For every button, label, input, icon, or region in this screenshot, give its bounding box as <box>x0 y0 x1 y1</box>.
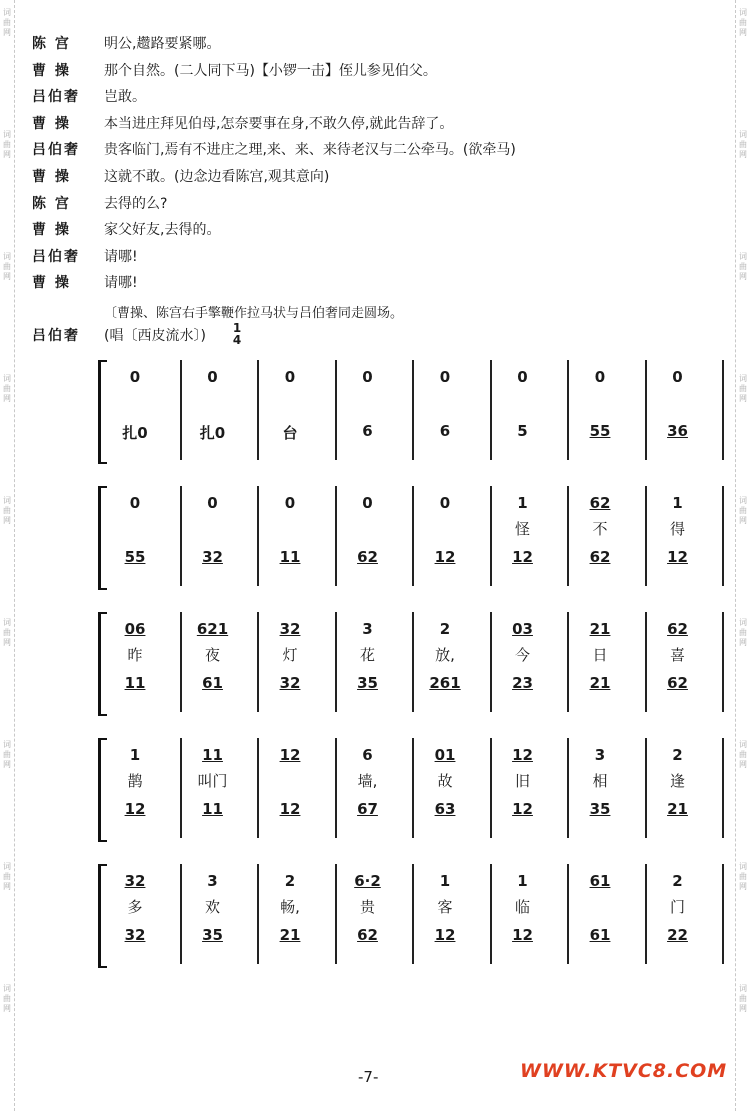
speaker-name: 曹 操 <box>32 169 71 185</box>
barline <box>722 486 724 586</box>
accompaniment-note: 62 <box>589 548 611 566</box>
accompaniment-note: 55 <box>124 548 146 566</box>
vocal-note: 62 <box>589 494 611 512</box>
watermark-text: 词曲网 <box>3 984 11 1013</box>
dialogue-text: 本当进庄拜见伯母,怎奈要事在身,不敢久停,就此告辞了。 <box>104 115 454 132</box>
vocal-note: 0 <box>129 494 141 512</box>
page-number: -7- <box>358 1068 379 1086</box>
lyric: 相 <box>592 772 608 790</box>
accompaniment-note: 12 <box>434 548 456 566</box>
watermark-text: 词曲网 <box>739 252 747 281</box>
accompaniment-note: 32 <box>124 926 146 944</box>
watermark-text: 词曲网 <box>3 374 11 403</box>
accompaniment-note: 11 <box>202 800 223 818</box>
accompaniment-note: 6 <box>439 422 451 440</box>
barline <box>722 612 724 712</box>
watermark-text: 词曲网 <box>3 618 11 647</box>
vocal-note: 6 <box>362 746 373 764</box>
vocal-note: 3 <box>594 746 606 764</box>
score-system <box>104 860 722 970</box>
vocal-note: 3 <box>362 620 373 638</box>
watermark-text: 词曲网 <box>739 374 747 403</box>
lyric: 喜 <box>669 646 685 664</box>
lyric: 得 <box>669 520 685 538</box>
vocal-note: 6·2 <box>354 872 381 890</box>
site-url: WWW.KTVC8.COM <box>520 1060 728 1082</box>
time-signature: 1 4 <box>232 321 242 347</box>
watermark-text: 词曲网 <box>739 130 747 159</box>
vocal-note: 0 <box>207 368 218 386</box>
vocal-note: 0 <box>129 368 141 386</box>
vocal-note: 3 <box>207 872 218 890</box>
lyric: 昨 <box>127 646 143 664</box>
vocal-note: 32 <box>279 620 301 638</box>
accompaniment-note: 35 <box>202 926 223 944</box>
lyric: 叫门 <box>197 772 228 790</box>
left-margin-strip <box>0 0 15 1111</box>
barline <box>722 864 724 964</box>
vocal-note: 1 <box>672 494 683 512</box>
accompaniment-note: 台 <box>282 424 298 442</box>
right-margin-strip <box>735 0 750 1111</box>
accompaniment-note: 32 <box>279 674 301 692</box>
vocal-note: 0 <box>439 494 451 512</box>
dialogue-text: 贵客临门,焉有不进庄之理,来、来、来待老汉与二公牵马。(欲牵马) <box>104 142 516 159</box>
vocal-note: 61 <box>589 872 611 890</box>
accompaniment-note: 扎0 <box>199 424 226 442</box>
accompaniment-note: 12 <box>667 548 688 566</box>
accompaniment-note: 12 <box>512 800 533 818</box>
accompaniment-note: 36 <box>667 422 688 440</box>
accompaniment-note: 12 <box>434 926 456 944</box>
speaker-name: 曹 操 <box>32 275 71 292</box>
speaker-name: 曹 操 <box>32 222 71 239</box>
lyric: 旧 <box>514 772 530 790</box>
lyric: 夜 <box>204 646 220 664</box>
accompaniment-note: 62 <box>667 674 688 692</box>
accompaniment-note: 55 <box>589 422 611 440</box>
accompaniment-note: 35 <box>589 800 611 818</box>
vocal-note: 62 <box>667 620 688 638</box>
stage-direction: 〔曹操、陈宫右手擎鞭作拉马状与吕伯奢同走圆场。 <box>104 306 404 321</box>
vocal-note: 621 <box>196 620 229 638</box>
accompaniment-note: 5 <box>517 422 528 440</box>
vocal-note: 06 <box>124 620 146 638</box>
lyric: 鹊 <box>127 772 143 790</box>
speaker-name: 陈 宫 <box>32 195 71 212</box>
vocal-note: 12 <box>279 746 301 764</box>
vocal-note: 21 <box>589 620 611 638</box>
accompaniment-note: 21 <box>667 800 688 818</box>
watermark-text: 词曲网 <box>3 252 11 281</box>
vocal-note: 1 <box>517 494 528 512</box>
dialogue-text: 那个自然。(二人同下马)【小锣一击】侄儿参见伯父。 <box>104 62 437 79</box>
lyric: 不 <box>592 520 608 538</box>
accompaniment-note: 62 <box>357 926 378 944</box>
accompaniment-note: 23 <box>512 674 533 692</box>
speaker-name: 曹 操 <box>32 115 71 132</box>
dialogue-text: 请哪! <box>104 275 138 292</box>
vocal-note: 0 <box>517 368 528 386</box>
vocal-note: 01 <box>434 746 456 764</box>
accompaniment-note: 61 <box>589 926 611 944</box>
watermark-text: 词曲网 <box>739 740 747 769</box>
watermark-text: 词曲网 <box>3 496 11 525</box>
lyric: 逢 <box>669 772 685 790</box>
accompaniment-note: 12 <box>124 800 146 818</box>
vocal-note: 1 <box>517 872 528 890</box>
accompaniment-note: 22 <box>667 926 688 944</box>
vocal-note: 0 <box>284 368 296 386</box>
vocal-note: 0 <box>439 368 451 386</box>
speaker-name: 吕伯奢 <box>32 89 80 106</box>
lyric: 门 <box>669 898 685 916</box>
lyric: 放, <box>435 646 455 664</box>
vocal-note: 0 <box>362 368 373 386</box>
accompaniment-note: 扎0 <box>122 424 148 442</box>
vocal-note: 2 <box>439 620 451 638</box>
watermark-text: 词曲网 <box>3 862 11 891</box>
lyric: 今 <box>514 646 530 664</box>
watermark-text: 词曲网 <box>739 496 747 525</box>
accompaniment-note: 67 <box>357 800 378 818</box>
lyric: 日 <box>592 646 608 664</box>
vocal-note: 0 <box>594 368 606 386</box>
watermark-text: 词曲网 <box>739 984 747 1013</box>
speaker-name: 吕伯奢 <box>32 248 80 265</box>
lyric: 花 <box>359 646 375 664</box>
accompaniment-note: 11 <box>279 548 301 566</box>
vocal-note: 1 <box>129 746 141 764</box>
watermark-text: 词曲网 <box>739 618 747 647</box>
aria-speaker: 吕伯奢 <box>32 328 80 344</box>
accompaniment-note: 62 <box>357 548 378 566</box>
lyric: 故 <box>437 772 453 790</box>
speaker-name: 陈 宫 <box>32 36 71 52</box>
accompaniment-note: 32 <box>202 548 223 566</box>
accompaniment-note: 11 <box>124 674 146 692</box>
lyric: 临 <box>514 898 530 916</box>
accompaniment-note: 12 <box>512 548 533 566</box>
lyric: 灯 <box>282 646 298 664</box>
lyric: 多 <box>127 898 143 916</box>
score-system <box>104 482 722 592</box>
accompaniment-note: 35 <box>357 674 378 692</box>
dialogue-text: 请哪! <box>104 248 138 265</box>
speaker-name: 曹 操 <box>32 62 71 79</box>
vocal-note: 2 <box>672 746 683 764</box>
accompaniment-note: 12 <box>279 800 301 818</box>
vocal-note: 0 <box>362 494 373 512</box>
vocal-note: 0 <box>207 494 218 512</box>
score-system <box>104 356 722 466</box>
lyric: 客 <box>437 898 453 916</box>
score-system <box>104 734 722 844</box>
lyric: 贵 <box>359 898 375 916</box>
lyric: 怪 <box>514 520 530 538</box>
vocal-note: 03 <box>512 620 533 638</box>
dialogue-text: 这就不敢。(边念边看陈宫,观其意向) <box>104 169 330 185</box>
aria-mode: (唱〔西皮流水〕) <box>104 328 206 344</box>
watermark-text: 词曲网 <box>3 8 11 37</box>
vocal-note: 0 <box>672 368 683 386</box>
vocal-note: 0 <box>284 494 296 512</box>
lyric: 畅, <box>280 898 300 916</box>
watermark-text: 词曲网 <box>739 862 747 891</box>
dialogue-text: 家父好友,去得的。 <box>104 222 221 239</box>
vocal-note: 12 <box>512 746 533 764</box>
accompaniment-note: 6 <box>362 422 373 440</box>
barline <box>722 738 724 838</box>
watermark-text: 词曲网 <box>3 130 11 159</box>
vocal-note: 32 <box>124 872 146 890</box>
accompaniment-note: 21 <box>279 926 301 944</box>
dialogue-text: 去得的么? <box>104 195 168 212</box>
dialogue-text: 明公,趱路要紧哪。 <box>104 36 221 52</box>
lyric: 欢 <box>204 898 220 916</box>
accompaniment-note: 261 <box>429 674 461 692</box>
vocal-note: 2 <box>284 872 296 890</box>
speaker-name: 吕伯奢 <box>32 142 80 159</box>
watermark-text: 词曲网 <box>3 740 11 769</box>
score-system <box>104 608 722 718</box>
accompaniment-note: 61 <box>202 674 223 692</box>
lyric: 墙, <box>357 772 378 790</box>
vocal-note: 2 <box>672 872 683 890</box>
vocal-note: 1 <box>439 872 451 890</box>
accompaniment-note: 63 <box>434 800 456 818</box>
barline <box>722 360 724 460</box>
accompaniment-note: 21 <box>589 674 611 692</box>
dialogue-text: 岂敢。 <box>104 89 146 106</box>
watermark-text: 词曲网 <box>739 8 747 37</box>
accompaniment-note: 12 <box>512 926 533 944</box>
vocal-note: 11 <box>202 746 223 764</box>
